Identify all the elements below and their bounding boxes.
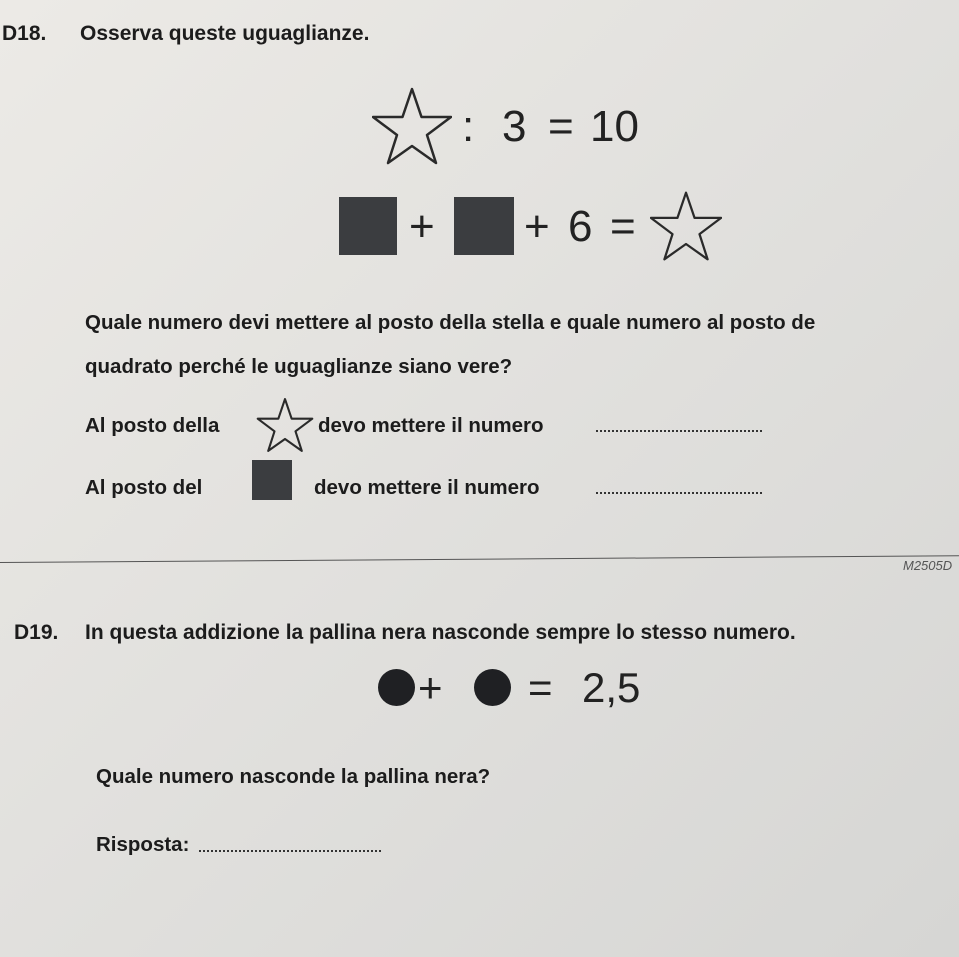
d19-answer-blank[interactable]	[199, 850, 381, 852]
d19-result: 2,5	[582, 664, 641, 711]
square-icon	[454, 197, 514, 255]
d18-question-line-2: quadrato perché le uguaglianze siano vere?	[85, 355, 513, 378]
item-code: M2505D	[903, 558, 953, 573]
answer-square-suffix: devo mettere il numero	[314, 476, 540, 499]
square-icon	[339, 197, 397, 255]
section-divider	[0, 555, 959, 563]
d18-question-line-1: Quale numero devi mettere al posto della stella e quale numero al posto de	[85, 311, 816, 334]
eq2-addend: 6	[568, 202, 593, 251]
answer-star-prefix: Al posto della	[85, 414, 220, 437]
d19-question: Quale numero nasconde la pallina nera?	[96, 765, 491, 788]
eq2-plus-2: +	[524, 202, 550, 251]
eq1-result: 10	[590, 102, 639, 151]
d19-answer-label: Risposta:	[96, 833, 190, 856]
answer-square-prefix: Al posto del	[85, 476, 203, 499]
d19-plus: +	[418, 664, 443, 711]
eq1-divisor: 3	[502, 102, 527, 151]
black-ball-icon	[378, 669, 415, 706]
eq2-plus-1: +	[409, 202, 435, 251]
d19-number: D19.	[14, 621, 59, 644]
answer-square-blank[interactable]	[596, 492, 762, 494]
d18-number: D18.	[2, 22, 47, 45]
d18-title: Osserva queste uguaglianze.	[80, 22, 370, 45]
square-icon	[252, 460, 292, 500]
star-icon	[372, 86, 452, 166]
eq2-equals: =	[610, 202, 636, 251]
answer-star-blank[interactable]	[596, 430, 762, 432]
star-icon	[255, 397, 315, 453]
d19-equals: =	[528, 664, 553, 711]
d19-title: In questa addizione la pallina nera nasconde sempre lo stesso numero.	[85, 621, 796, 644]
eq1-operator: :	[462, 102, 475, 151]
black-ball-icon	[474, 669, 511, 706]
answer-star-suffix: devo mettere il numero	[318, 414, 544, 437]
eq1-equals: =	[548, 102, 574, 151]
star-icon	[650, 190, 722, 262]
